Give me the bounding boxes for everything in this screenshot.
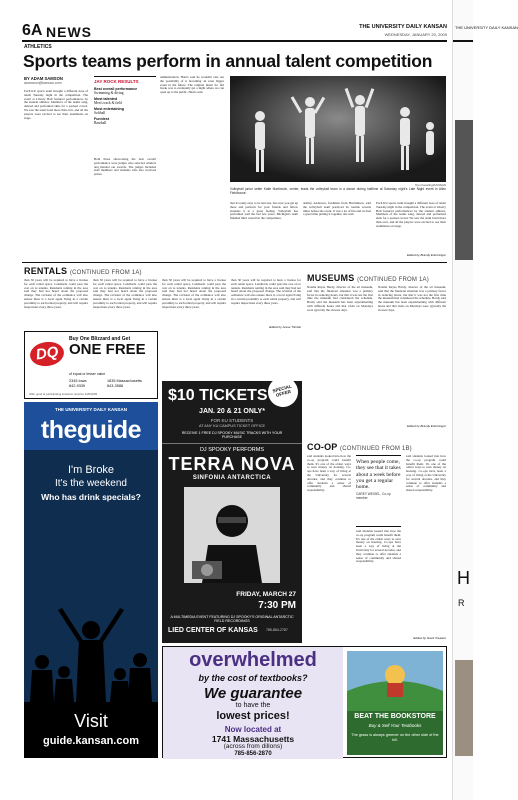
pullquote-attribution: CAREY WEIGEL, Co-op member [356, 492, 391, 501]
tickets-sub2: AT ANY KU CAMPUS TICKET OFFICE [198, 424, 266, 428]
facing-photo [455, 120, 473, 260]
bookstore-ad[interactable] [162, 646, 447, 758]
section-divider [22, 262, 447, 263]
photo-credit: Tom Kessling/KANSAN [414, 183, 446, 187]
sidebar-item-label: Most talented [94, 97, 118, 101]
section-label: NEWS [46, 24, 92, 40]
special-offer-text: SPECIAL OFFER [272, 383, 293, 398]
bookstore-line5: lowest prices! [216, 710, 290, 722]
masthead: THE UNIVERSITY DAILY KANSAN [359, 24, 447, 30]
dq-phone2: 843-3588 [107, 384, 124, 388]
tickets-bullet: RECEIVE 1 FREE DJ SPOOKY MUSIC TRACKS WITH YOUR PURCHASE [181, 431, 283, 439]
guide-line2: It's the weekend [55, 478, 127, 489]
dq-fineprint: Offer good at participating locations. Expires 2/28/2009 [29, 392, 98, 396]
facing-page [452, 0, 518, 800]
byline [24, 76, 89, 85]
museums-header [307, 273, 429, 283]
bookstore-line8: (across from dillons) [223, 743, 283, 750]
kicker: ATHLETICS [24, 44, 52, 50]
sidebar-title: JAY ROCK RESULTS [94, 79, 139, 84]
story-column-5: Ashley Anderson, freshman from Hutchinson, said the volleyball team practiced its routine several times before the event. It was a lot of fun and we had a great time putting it together, she said. [303, 201, 371, 217]
sidebar-item-value: Swimming & diving [94, 91, 124, 95]
museums-col-2: Natalie Reyes Hardy, director of the art museum, said that the financial situation was a primary factor in reducing hours, but that it was not the first time the museum had considered the schedule. Hardy said the museum has been experimenting with different hours and that visits on Mondays were typically the slowest days. [378, 285, 446, 312]
sidebar-item-value: Softball [94, 111, 106, 115]
facing-photo-2 [455, 660, 473, 756]
rentals-cont: (CONTINUED FROM 1A) [69, 270, 142, 276]
guide-masthead: THE UNIVERSITY DAILY KANSAN [55, 407, 127, 412]
page-number: 6A [22, 22, 43, 39]
facing-masthead: THE UNIVERSITY DAILY KANSAN [455, 25, 518, 30]
sidebar-item [94, 87, 156, 95]
byline-email: asamson@kansan.com [24, 81, 62, 85]
guide-line3: Who has drink specials? [41, 492, 141, 502]
byline-name: BY ADAM SAMSON [24, 76, 63, 81]
story-column-2: Both those showcasing the best overall performance were judges who selected winners and handed out awards. The judges included staff members and students who also received prizes. [94, 157, 156, 177]
sidebar-item-label: Best overall performance [94, 87, 138, 91]
tickets-phone: 785-864-2787 [266, 628, 288, 632]
bookstore-logo-sub: Buy & Sell Your Textbooks [368, 723, 422, 728]
museums-edited-by: Edited by Brandy Entzminger [407, 424, 446, 428]
tickets-dates: JAN. 20 & 21 ONLY* [199, 408, 265, 415]
tickets-tagline: A MULTIMEDIA EVENT FEATURING DJ SPOOKY'S ORIGINAL ANTARCTIC FIELD RECORDINGS [170, 615, 294, 623]
coop-header [307, 442, 412, 452]
story-column-6: Each KU sports team brought a different dose of talent Tuesday night in the competition. The event at Liberty Hall featured performances by the student athletes. Members of the teams sang, danced and performed skits for a packed crowd. We saw the team bond more than ever, and all the players were excited to see their teammates on stage. [376, 201, 446, 228]
tickets-title1: TERRA NOVA [168, 454, 296, 474]
rentals-col-3: than 30 years will be required to have a license for each rental space. Landlords could pass the cost on to tenants. Residents renting in the area said they had not heard about the proposed change. The revision of the ordinance will also ensure there is a local agent living in a certain proximity to each rental property, and will require inspections every three years. [162, 278, 226, 309]
tickets-event-date: FRIDAY, MARCH 27 [236, 591, 296, 598]
sidebar-item-label: Most entertaining [94, 107, 124, 111]
bookstore-logo [347, 651, 443, 755]
bookstore-phone: 785-856-2870 [234, 751, 272, 757]
coop-col-3: said students looked into how the co-op program could benefit them. It's one of the oldest ways to save money on housing. Co-ops have been a way of living at the University for several decades, and they continue to offer students a sense of community and shared responsibility. [406, 454, 446, 493]
rentals-col-4: than 30 years will be required to have a license for each rental space. Landlords could pass the cost on to tenants. Residents renting in the area said they had not heard about the proposed change. The revision of the ordinance will also ensure there is a local agent living in a certain proximity to each rental property, and will require inspections every three years. [231, 278, 301, 305]
bookstore-mascot-icon [347, 651, 443, 711]
edited-by: Edited by Brandy Entzminger [407, 253, 446, 257]
dq-logo [28, 340, 65, 368]
tickets-event-time: 7:30 PM [258, 600, 296, 611]
coop-pullquote [356, 455, 401, 527]
museums-col-1: Natalie Reyes Hardy, director of the art museum, said that the financial situation was a primary factor in reducing hours, but that it was not the first time the museum had considered the schedule. Hardy said the museum has been experimenting with different hours and that visits on Mondays were typically the slowest days. [307, 285, 373, 312]
special-offer-badge [265, 374, 302, 411]
rentals-edited-by: Edited by Jesse Trimble [269, 325, 301, 329]
tickets-divider [162, 443, 302, 444]
bookstore-logo-name: BEAT THE BOOKSTORE [354, 713, 436, 720]
tickets-ad[interactable] [162, 381, 302, 643]
dq-free: ONE FREE [69, 341, 146, 358]
bookstore-line3: We guarantee [203, 685, 303, 702]
guide-ad[interactable] [24, 402, 158, 758]
coop-title: CO-OP [307, 442, 338, 452]
story-column-4: that its really easy to be nervous, but once you get up there and perform for your friends and fellow students it is a great feeling. Volleyball has performed well the last few years. Michigan's team finished third overall in the competition. [230, 201, 298, 221]
sidebar-item [94, 97, 156, 105]
sidebar-item [94, 107, 156, 115]
coop-edited-by: Edited by Grant Treaster [413, 636, 446, 640]
coop-col-1: said students looked into how the co-op program could benefit them. It's one of the oldest ways to save money on housing. Co-ops have been a way of living at the University for several decades, and they continue to offer students a sense of community and shared responsibility. [307, 454, 351, 493]
sidebar-item-value: Men's track & field [94, 101, 122, 105]
dq-line3: of equal or lesser value [69, 372, 106, 376]
story-column-3: administration. Harris said he wouldn't rule out the possibility of it becoming an even bigger event in the future. The original intent for fall break was to eventually get a night where we can open up to the public, Harris said. [160, 75, 224, 95]
rentals-col-1: than 30 years will be required to have a license for each rental space. Landlords could pass the cost on to tenants. Residents renting in the area said they had not heard about the proposed change. The revision of the ordinance will also ensure there is a local agent living in a certain proximity to each rental property, and will require inspections every three years. [24, 278, 88, 309]
tickets-presents: DJ SPOOKY PERFORMS [199, 447, 265, 453]
coop-col-2: said students looked into how the co-op program could benefit them. It's one of the oldest ways to save money on housing. Co-ops have been a way of living at the University for several decades, and they continue to offer students a sense of community and shared responsibility. [356, 529, 401, 564]
sidebar-item-label: Funniest [94, 117, 109, 121]
guide-logo: theguide [40, 416, 142, 444]
rentals-header [24, 266, 142, 276]
header-rule [22, 40, 447, 42]
dq-addr2: 1835 Massachusetts [107, 379, 142, 383]
bookstore-line1: overwhelmed [189, 649, 317, 671]
dq-phone1: 842-9339 [69, 384, 86, 388]
facing-letter-1: H [457, 568, 470, 588]
crowd-silhouette-icon [24, 602, 158, 702]
tickets-headline: $10 TICKETS [168, 387, 268, 404]
story-photo [230, 76, 446, 182]
facing-rule [453, 40, 473, 42]
dancers-photo [230, 76, 446, 182]
dq-logo-text: DQ [34, 343, 60, 364]
dq-addr1: 2345 Iowa [69, 379, 87, 383]
rentals-title: RENTALS [24, 266, 68, 276]
tickets-sub1: FOR KU STUDENTS [210, 418, 254, 423]
sidebar-item [94, 117, 156, 125]
rentals-col-2: than 30 years will be required to have a license for each rental space. Landlords could pass the cost on to tenants. Residents renting in the area said they had not heard about the proposed change. The revision of the ordinance will also ensure there is a local agent living in a certain proximity to each rental property, and will require inspections every three years. [93, 278, 157, 309]
results-sidebar [94, 76, 156, 155]
dj-portrait-icon [184, 487, 280, 583]
photo-caption: Volleyball junior setter Katie Martincich, center, leads the volleyball team in a dance during halftime at Saturday night's Late Night event in Allen Fieldhouse. [230, 187, 446, 195]
bookstore-line4: to have the [235, 702, 271, 709]
coop-cont: (CONTINUED FROM 1B) [340, 446, 412, 452]
bookstore-logo-tag: The grass is always greener on the other side of the hill. [351, 733, 439, 742]
museums-title: MUSEUMS [307, 273, 355, 283]
dq-line1: Buy One Blizzard and Get [69, 336, 131, 342]
facing-letter-2: R [458, 598, 465, 608]
tickets-venue: LIED CENTER OF KANSAS [168, 627, 258, 634]
issue-date: WEDNESDAY, JANUARY 20, 2009 [384, 32, 447, 37]
dj-photo [184, 487, 280, 583]
tickets-title2: SINFONIA ANTARCTICA [192, 475, 272, 481]
guide-url[interactable]: guide.kansan.com [43, 735, 139, 747]
museums-cont: (CONTINUED FROM 1A) [357, 277, 429, 283]
guide-visit: Visit [74, 711, 108, 731]
headline: Sports teams perform in annual talent competition [23, 51, 433, 71]
bookstore-line2: by the cost of textbooks? [198, 673, 308, 683]
bookstore-line6: Now located at [224, 725, 282, 734]
sidebar-item-value: Baseball [94, 121, 107, 125]
dq-ad[interactable] [24, 331, 158, 399]
bookstore-line7: 1741 Massachusetts [211, 734, 295, 744]
pullquote-text: When people come, they see that it takes about a week before you get a regular home. [356, 459, 401, 491]
guide-line1: I'm Broke [67, 464, 115, 476]
story-column-1: Each KU sports team brought a different dose of talent Tuesday night in the competition. The event at Liberty Hall featured performances by the student athletes. Members of the teams sang, danced and performed skits for a packed crowd. We saw the team bond more than ever, and all the players were excited to see their teammates on stage. [24, 89, 88, 120]
